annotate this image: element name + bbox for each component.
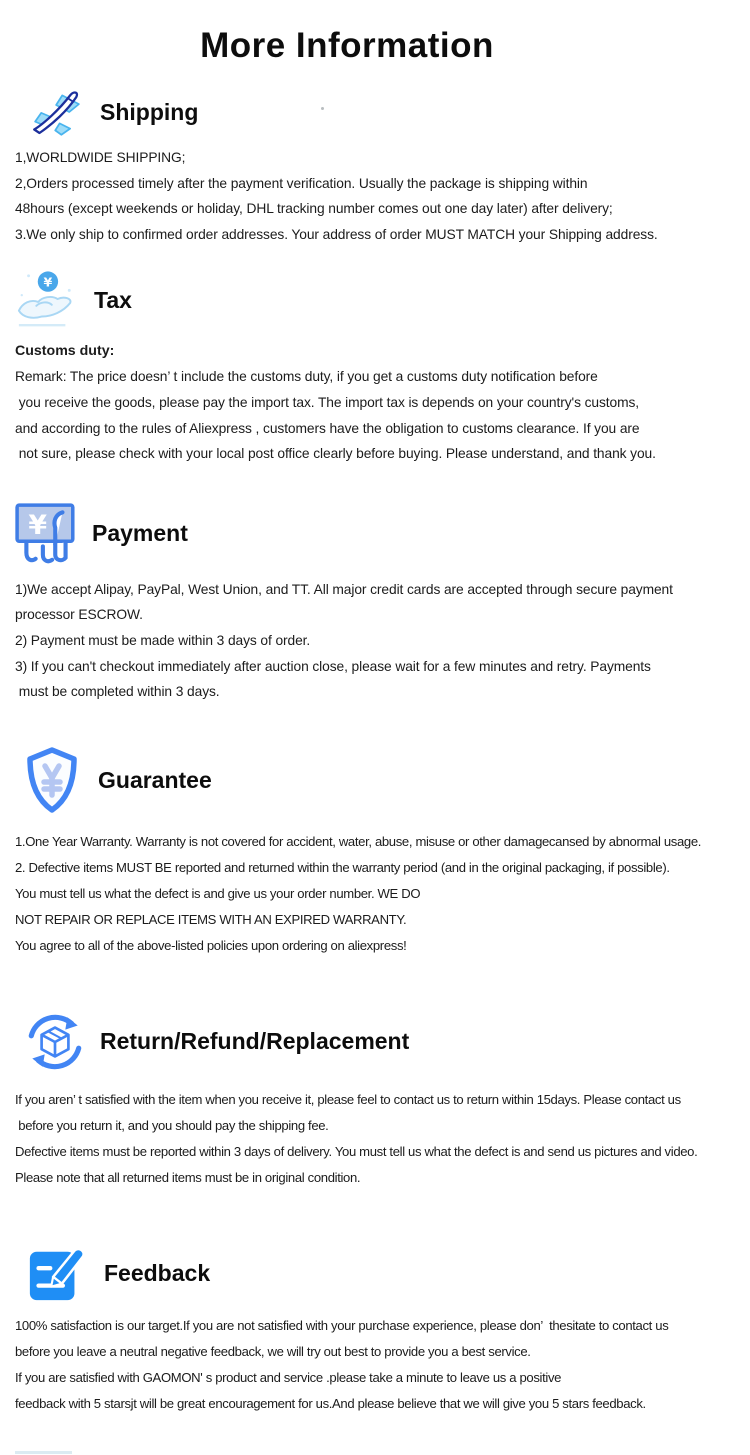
section-header <box>0 84 750 140</box>
section-text <box>0 577 750 705</box>
text-line: before you leave a neutral negative feedback, we will try out best to provide you a best service. <box>15 1343 531 1359</box>
text-line: Defective items must be reported within 3 days of delivery. You must tell us what the defect is and send us pictures and video. <box>15 1143 698 1159</box>
text-line: You agree to all of the above-listed policies upon ordering on aliexpress! <box>15 937 407 953</box>
customs-duty-subheading: Customs duty: <box>15 343 115 360</box>
section-header <box>0 1243 750 1305</box>
svg-text:¥: ¥ <box>43 274 53 290</box>
section-tax <box>0 269 750 466</box>
text-line: you receive the goods, please pay the import tax. The import tax is depends on your country's customs, <box>15 394 640 410</box>
coin-in-hand-icon <box>14 269 78 331</box>
section-text <box>0 145 750 247</box>
text-line: 100% satisfaction is our target.If you are not satisfied with your purchase experience, please don’ thesitate to contact us <box>15 1317 669 1333</box>
text-line: 1.One Year Warranty. Warranty is not covered for accident, water, abuse, misuse or other damagecansed by abnormal usage. <box>15 833 702 849</box>
text-line: 2) Payment must be made within 3 days of order. <box>15 632 311 648</box>
section-title: Payment <box>92 520 188 547</box>
section-header <box>0 745 750 817</box>
text-line: feedback with 5 starsjt will be great encouragement for us.And please believe that we will give you 5 stars feedback. <box>15 1395 646 1411</box>
text-line: 1)We accept Alipay, PayPal, West Union, and TT. All major credit cards are accepted through secure payment <box>15 581 673 597</box>
shield-yen-icon <box>20 745 84 817</box>
text-line: 3.We only ship to confirmed order addresses. Your address of order MUST MATCH your Shipping address. <box>15 226 658 242</box>
section-feedback <box>0 1243 750 1417</box>
section-return-refund-replacement <box>0 1009 750 1191</box>
section-text <box>0 1313 750 1417</box>
text-line: NOT REPAIR OR REPLACE ITEMS WITH AN EXPIRED WARRANTY. <box>15 911 407 927</box>
text-line: before you return it, and you should pay the shipping fee. <box>15 1117 329 1133</box>
section-header <box>0 501 750 567</box>
section-text <box>0 1087 750 1191</box>
section-title: Guarantee <box>98 767 212 794</box>
section-shipping <box>0 84 750 247</box>
text-line: 2,Orders processed timely after the payment verification. Usually the package is shipping within <box>15 175 588 191</box>
text-line: must be completed within 3 days. <box>15 684 220 700</box>
text-line: 48hours (except weekends or holiday, DHL tracking number comes out one day later) after delivery; <box>15 201 613 217</box>
text-line: If you are satisfied with GAOMON' s product and service .please take a minute to leave us a positive <box>15 1369 562 1385</box>
section-text <box>0 829 750 959</box>
section-title: Return/Refund/Replacement <box>100 1028 410 1055</box>
text-line: 1,WORLDWIDE SHIPPING; <box>15 150 186 165</box>
page-title: More Information <box>200 26 494 65</box>
text-line: Please note that all returned items must be in original condition. <box>15 1169 361 1185</box>
text-line: If you aren’ t satisfied with the item when you receive it, please feel to contact us to return within 15days. Please contact us <box>15 1091 681 1107</box>
airplane-icon <box>28 84 86 140</box>
svg-text:¥: ¥ <box>28 509 48 541</box>
text-line: 3) If you can't checkout immediately after auction close, please wait for a few minutes and retry. Payments <box>15 658 651 674</box>
text-line: not sure, please check with your local post office clearly before buying. Please understand, and thank you. <box>15 446 656 462</box>
section-header <box>0 1009 750 1075</box>
section-title: Shipping <box>100 98 199 125</box>
text-line: Remark: The price doesn’ t include the customs duty, if you get a customs duty notification before <box>15 369 598 385</box>
section-title: Feedback <box>104 1260 211 1287</box>
section-guarantee <box>0 745 750 959</box>
text-line: and according to the rules of Aliexpress , customers have the obligation to customs clearance. If you are <box>15 420 640 436</box>
bottom-edge-strip <box>15 1451 72 1454</box>
text-line: 2. Defective items MUST BE reported and returned within the warranty period (and in the original packaging, if possible). <box>15 859 670 875</box>
card-in-hand-icon <box>14 501 80 567</box>
section-payment <box>0 501 750 705</box>
section-header <box>0 269 750 331</box>
speck-artifact <box>321 107 324 110</box>
note-pencil-icon <box>26 1243 88 1305</box>
text-line: You must tell us what the defect is and give us your order number. WE DO <box>15 885 421 901</box>
section-text <box>0 364 750 466</box>
text-line: processor ESCROW. <box>15 607 143 623</box>
section-title: Tax <box>94 286 132 313</box>
return-cycle-box-icon <box>22 1009 88 1075</box>
